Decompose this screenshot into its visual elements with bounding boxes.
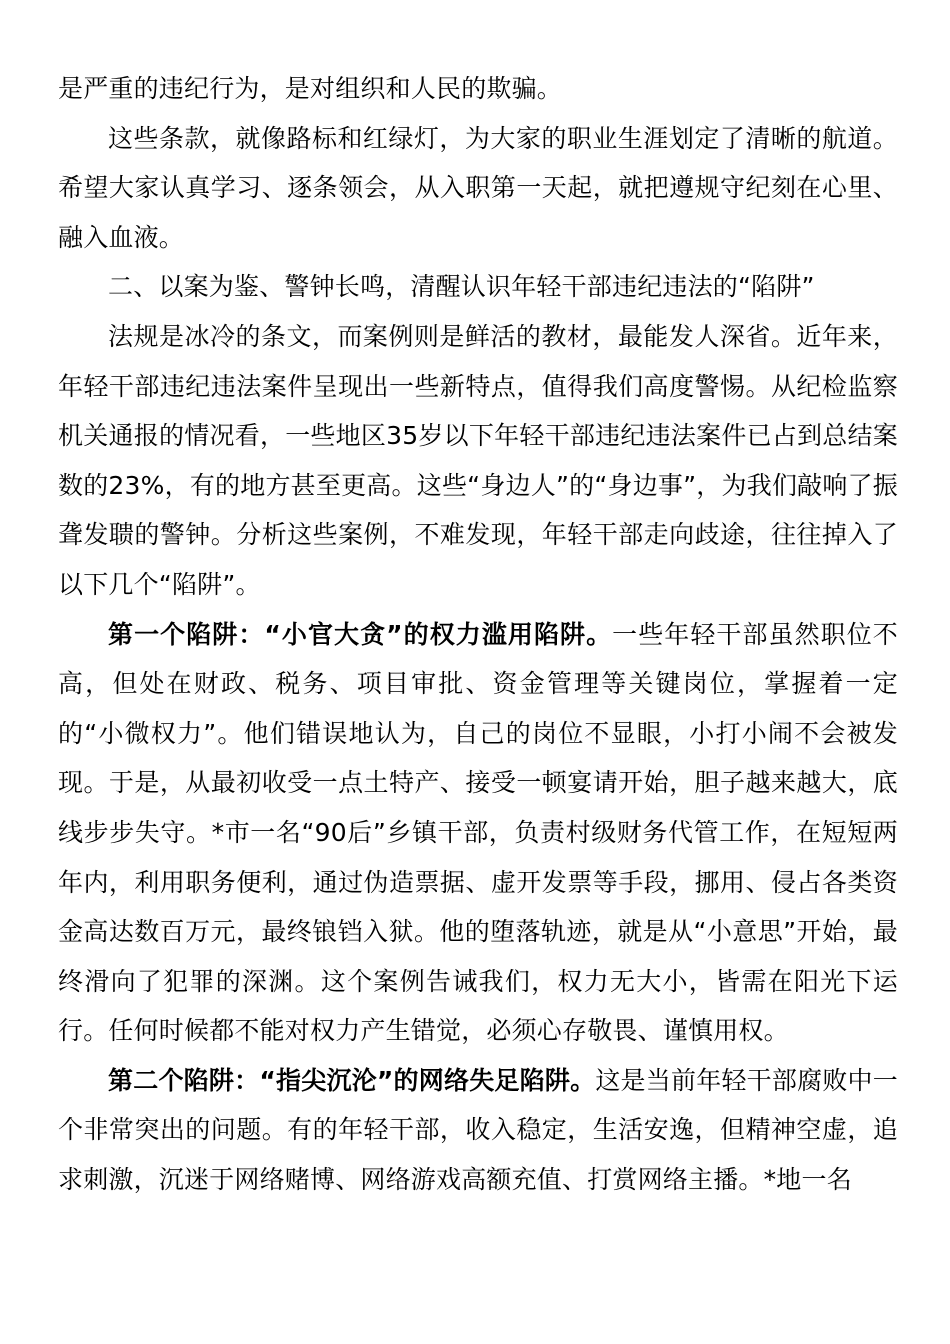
section-heading	[58, 262, 898, 312]
paragraph-provisions	[58, 114, 898, 263]
paragraph-text: 法规是冰冷的条文，而案例则是鲜活的教材，最能发人深省。近年来，年轻干部违纪违法案件呈现出一些新特点，值得我们高度警惕。从纪检监察机关通报的情况看，一些地区35岁以下年轻干部违纪违法案件已占到总结案数的23%，有的地方甚至更高。这些“身边人”的“身边事”，为我们敲响了振聋发聩的警钟。分析这些案例，不难发现，年轻干部走向歧途，往往掉入了以下几个“陷阱”。	[58, 321, 898, 599]
paragraph-trap-one	[58, 610, 898, 1056]
paragraph-cases-intro	[58, 312, 898, 610]
paragraph-trap-two	[58, 1056, 898, 1205]
paragraph-continuation	[58, 64, 898, 114]
paragraph-text: 是严重的违纪行为，是对组织和人民的欺骗。	[58, 74, 563, 103]
paragraph-text: 一些年轻干部虽然职位不高，但处在财政、税务、项目审批、资金管理等关键岗位，掌握着一定的“小微权力”。他们错误地认为，自己的岗位不显眼，小打小闹不会被发现。于是，从最初收受一点土特产、接受一顿宴请开始，胆子越来越大，底线步步失守。*市一名“90后”乡镇干部，负责村级财务代管工作，在短短两年内，利用职务便利，通过伪造票据、虚开发票等手段，挪用、侵占各类资金高达数百万元，最终锒铛入狱。他的堕落轨迹，就是从“小意思”开始，最终滑向了犯罪的深渊。这个案例告诫我们，权力无大小，皆需在阳光下运行。任何时候都不能对权力产生错觉，必须心存敬畏、谨慎用权。	[58, 619, 898, 1046]
body-text	[58, 64, 898, 1205]
paragraph-text: 这是当前年轻干部腐败中一个非常突出的问题。有的年轻干部，收入稳定，生活安逸，但精神空虚，追求刺激，沉迷于网络赌博、网络游戏高额充值、打赏网络主播。*地一名	[58, 1065, 898, 1195]
trap-two-title: 第二个陷阱：“指尖沉沦”的网络失足陷阱。	[108, 1065, 596, 1095]
paragraph-text: 这些条款，就像路标和红绿灯，为大家的职业生涯划定了清晰的航道。希望大家认真学习、逐条领会，从入职第一天起，就把遵规守纪刻在心里、融入血液。	[58, 123, 898, 252]
section-heading-text: 二、以案为鉴、警钟长鸣，清醒认识年轻干部违纪违法的“陷阱”	[108, 272, 815, 302]
trap-one-title: 第一个陷阱：“小官大贪”的权力滥用陷阱。	[108, 619, 613, 649]
